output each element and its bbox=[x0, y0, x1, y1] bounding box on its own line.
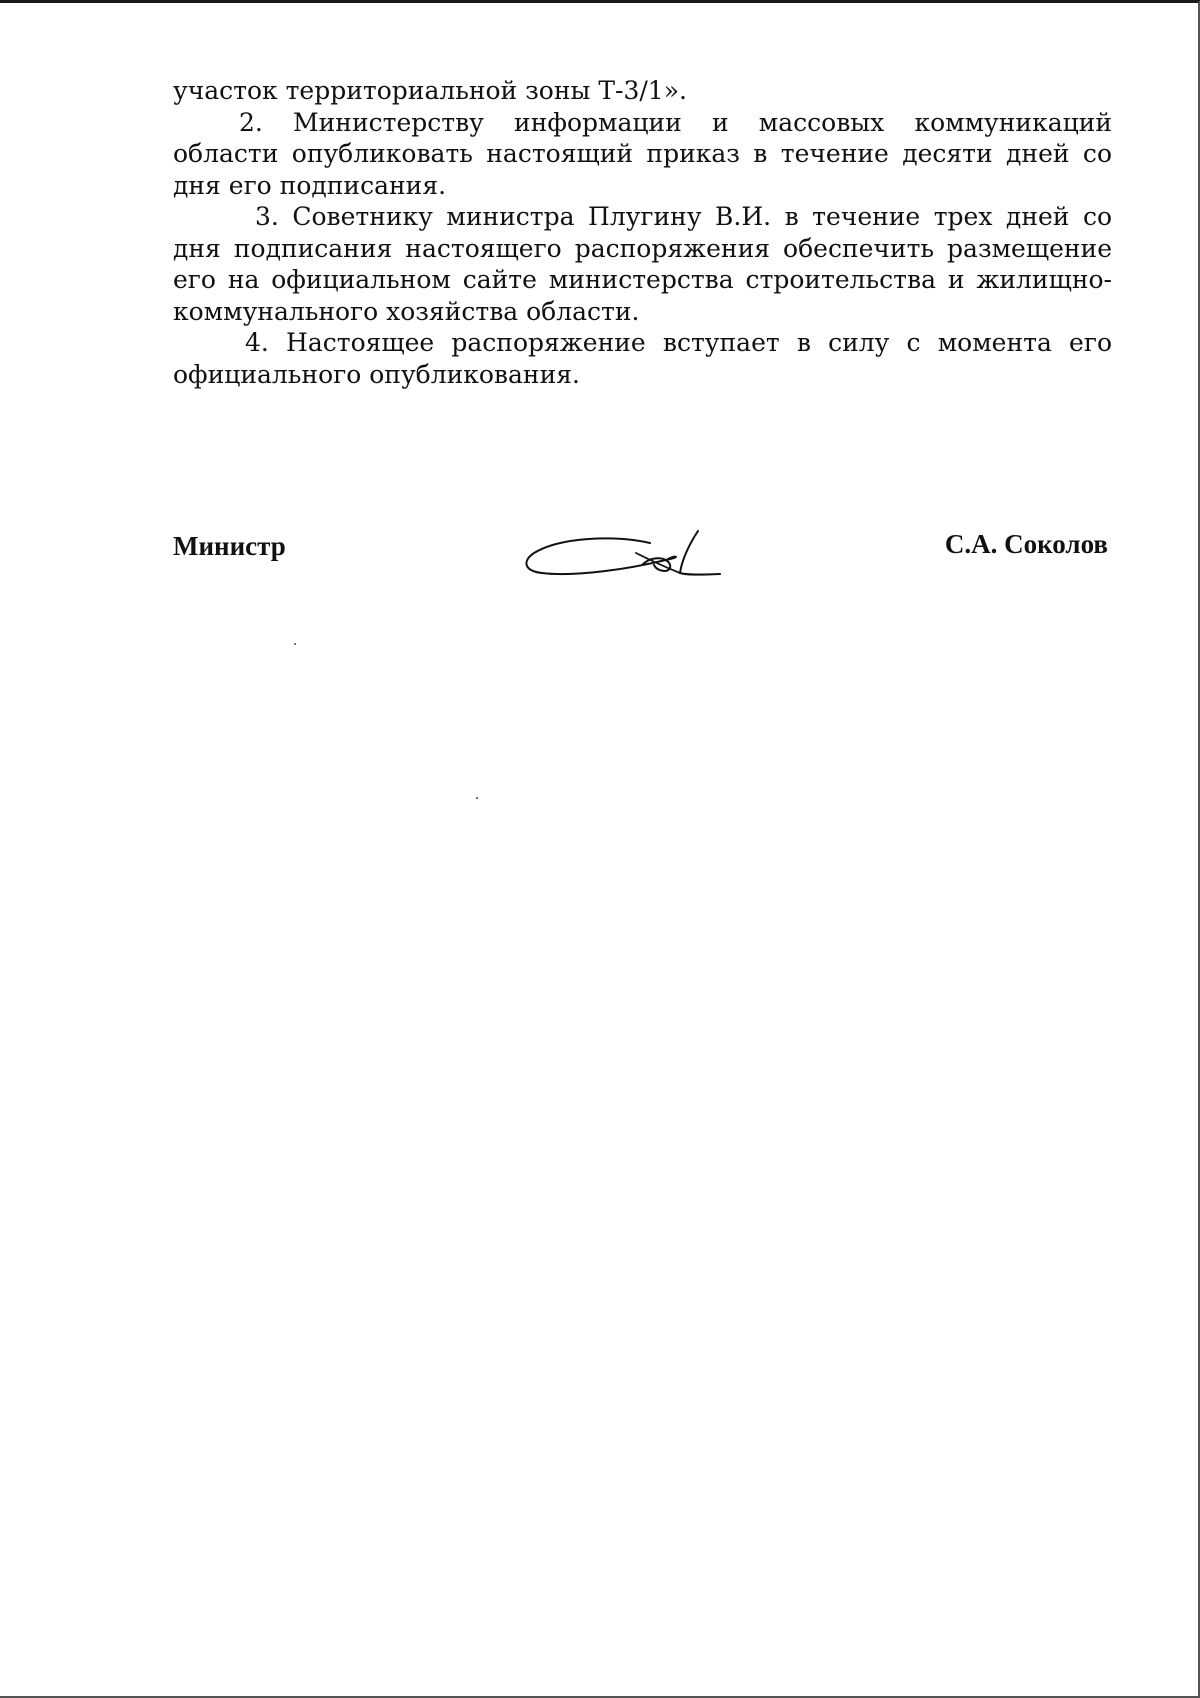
document-body bbox=[173, 75, 1112, 390]
handwritten-signature bbox=[520, 525, 726, 587]
paragraph-3: 3. Советнику министра Плугину В.И. в течение трех дней со дня подписания настоящего распоряжения обеспечить размещение его на официальном сайте министерства строительства и жилищно-коммунального хозяйства области. bbox=[173, 202, 1112, 326]
paragraph-2: 2. Министерству информации и массовых коммуникаций области опубликовать настоящий приказ в течение десяти дней со дня его подписания. bbox=[173, 107, 1112, 200]
paragraph-1: участок территориальной зоны Т-3/1». bbox=[173, 76, 687, 105]
signature-block bbox=[173, 525, 1112, 595]
paragraph-4: 4. Настоящее распоряжение вступает в силу с момента его официального опубликования. bbox=[173, 328, 1112, 389]
signatory-name: С.А. Соколов bbox=[944, 529, 1108, 559]
scan-speck bbox=[476, 797, 478, 799]
scan-speck bbox=[294, 643, 296, 645]
signatory-title: Министр bbox=[173, 531, 286, 561]
